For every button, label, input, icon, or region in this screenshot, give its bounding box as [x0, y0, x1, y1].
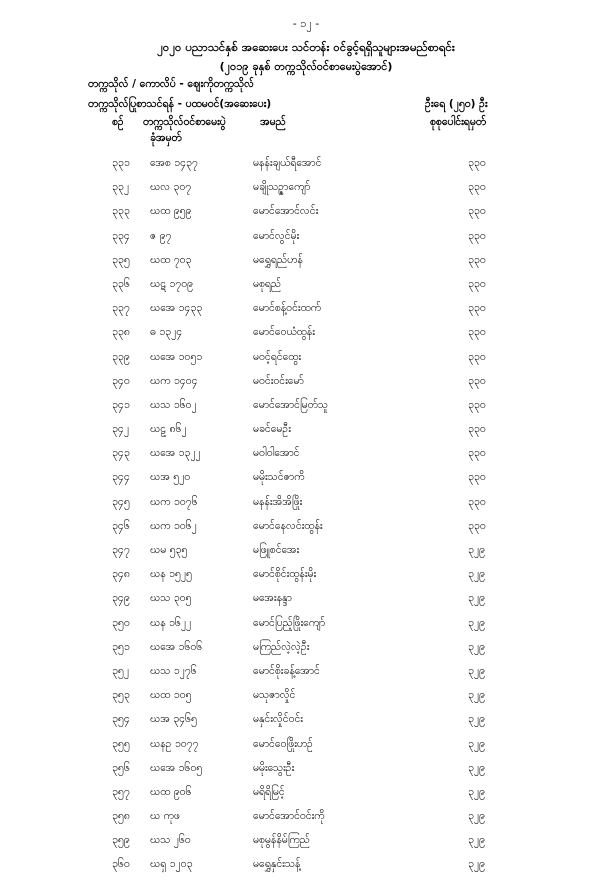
row-roll-number: ဃအေ ၁၄၃၃	[150, 302, 203, 315]
count-line: ဦးရေ (၂၅၀) ဦး	[425, 98, 488, 110]
table-row	[0, 399, 612, 423]
row-roll-number: ဃအေ ၁၀၅၁	[150, 350, 203, 363]
row-serial: ၃၄၇	[112, 544, 130, 556]
row-serial: ၃၅၁	[112, 640, 130, 653]
document-subtitle: (၂၀၁၉ ခုနှစ် တက္ကသိုလ်ဝင်စာမေးပွဲအောင်)	[219, 60, 393, 73]
row-serial: ၃၃၇	[112, 302, 130, 315]
row-serial: ၃၄၁	[112, 398, 130, 411]
table-row	[0, 568, 612, 592]
table-row	[0, 544, 612, 568]
row-marks: ၃၂၉	[468, 616, 485, 629]
row-name: မောင်စန့်ဝင်းထက်	[253, 302, 321, 315]
row-serial: ၃၄၆	[112, 519, 130, 532]
row-name: မနန်းချယ်ရီအောင်	[253, 157, 322, 169]
row-roll-number: ဃဠ ၈၆၂	[150, 423, 187, 436]
row-name: မောင်ဝေယံထွန်း	[253, 326, 315, 339]
subject-line: တက္ကသိုလ်ပြုစာသင်ရန် - ပထမဝင်(အဆေးပေး)	[88, 98, 272, 110]
table-row	[0, 157, 612, 181]
row-name: မရွှေနှင်းသန့်	[253, 858, 301, 871]
row-marks: ၃၂၉	[468, 568, 485, 581]
row-serial: ၃၄၀	[112, 374, 130, 387]
row-roll-number: ဃန ၁၅၂၅	[150, 568, 192, 581]
row-name: မရိရိမြင့်	[253, 785, 285, 798]
row-marks: ၃၃၀	[468, 205, 486, 218]
table-row	[0, 254, 612, 278]
table-row	[0, 520, 612, 544]
table-row	[0, 762, 612, 786]
row-name: မအေးနန္ဒာ	[253, 592, 292, 605]
row-serial: ၃၄၈	[112, 568, 130, 581]
row-serial: ၃၃၁	[112, 157, 130, 169]
row-serial: ၃၄၂	[112, 423, 129, 436]
row-marks: ၃၂၉	[468, 544, 485, 556]
header-roll-number: ခုံအမှတ်	[150, 132, 182, 144]
row-roll-number: အေစ ၁၄၃၇	[150, 157, 198, 169]
row-name: မောင်အောင်လင်း	[253, 205, 319, 218]
table-row	[0, 617, 612, 641]
row-roll-number: ဃနဥ ၁၀၇၇	[150, 737, 199, 750]
row-marks: ၃၃၀	[468, 519, 486, 532]
row-roll-number: ဃဋ ၁၇၀၉	[150, 277, 194, 290]
table-row	[0, 786, 612, 810]
row-roll-number: ဃအ ၅၂၀	[150, 471, 191, 484]
table-row	[0, 738, 612, 762]
row-name: မနန်းအိအိဖြိုး	[253, 495, 303, 508]
row-name: မစုရည်	[253, 277, 282, 290]
row-marks: ၃၃၀	[468, 277, 486, 290]
row-roll-number: ဃထ ၉၅၉	[150, 205, 192, 218]
row-serial: ၃၄၄	[112, 471, 130, 484]
row-serial: ၃၄၃	[112, 447, 130, 460]
row-roll-number: ဃသ ၂၆၀	[150, 834, 191, 847]
row-name: မရွှေရည်ဟန်	[253, 253, 303, 266]
row-marks: ၃၂၉	[468, 761, 485, 774]
row-roll-number: ဃသ ၁၆၀၂	[150, 398, 197, 411]
table-row	[0, 834, 612, 858]
page-number: - ၁၂ -	[292, 17, 320, 30]
row-marks: ၃၃၀	[468, 157, 486, 169]
row-roll-number: ဃသ ၁၂၇၆	[150, 664, 197, 677]
row-serial: ၃၅၉	[112, 834, 130, 847]
row-marks: ၃၃၀	[468, 495, 486, 508]
row-name: မဝင်းဝင်းမော်	[253, 374, 304, 387]
university-line: တက္ကသိုလ် / ကောလိပ် - ဈေးကိုတက္ကသိုလ်	[88, 78, 254, 90]
row-serial: ၃၅၃	[112, 689, 130, 702]
row-name: မချိုသဉ္ဇာကျော်	[253, 181, 311, 194]
row-serial: ၃၅၂	[112, 664, 129, 677]
row-marks: ၃၂၉	[468, 737, 485, 750]
row-roll-number: ဃ ကုဖ	[150, 810, 180, 823]
row-marks: ၃၂၉	[468, 810, 485, 823]
row-serial: ၃၅၇	[112, 785, 130, 798]
document-title: ၂၀၂၀ ပညာသင်နှစ် အဆေးပေး သင်တန်း ဝင်ခွင့်ရရှိသူများအမည်စာရင်း	[157, 40, 455, 54]
header-name: အမည်	[260, 116, 286, 128]
table-row	[0, 181, 612, 205]
row-marks: ၃၃၀	[468, 326, 486, 339]
row-marks: ၃၃၀	[468, 253, 486, 266]
row-name: မောင်အောင်မြတ်သူ	[253, 398, 329, 411]
row-marks: ၃၂၉	[468, 858, 485, 871]
header-serial: စဉ်	[112, 116, 124, 128]
row-serial: ၃၃၄	[112, 229, 130, 242]
row-marks: ၃၂၉	[468, 640, 485, 653]
row-marks: ၃၃၀	[468, 447, 486, 460]
header-roll: တက္ကသိုလ်ဝင်စာမေးပွဲ	[143, 116, 226, 128]
row-serial: ၃၃၅	[112, 253, 130, 266]
row-roll-number: ဃအ ၃၄၆၅	[150, 713, 197, 726]
row-name: မသုဇာလှိုင်	[253, 689, 296, 702]
table-row	[0, 665, 612, 689]
row-marks: ၃၃၀	[468, 350, 486, 363]
row-roll-number: ဇ ၉၇	[150, 229, 172, 242]
row-name: မောင်ဝေဖြိုးဟဉ်	[253, 737, 313, 750]
row-name: မဝါဝါအောင်	[253, 447, 300, 460]
row-name: မဝင့်ရင်ထွေး	[253, 350, 302, 363]
header-marks: စုစုပေါင်းရမှတ်	[430, 116, 487, 128]
row-name: မောင်အောင်ဝင်းကို	[253, 810, 325, 823]
row-name: မမိုးသွေးဦး	[253, 761, 295, 774]
row-name: မဖြူစင်အေး	[253, 544, 300, 556]
row-roll-number: ဃထ ၁၀၅	[150, 689, 192, 702]
row-name: မနှင်းလှိုင်ဝင်း	[253, 713, 303, 726]
row-marks: ၃၂၉	[468, 689, 485, 702]
table-row	[0, 205, 612, 229]
table-row	[0, 641, 612, 665]
row-serial: ၃၄၅	[112, 495, 130, 508]
row-serial: ၃၄၉	[112, 592, 130, 605]
row-serial: ၃၅၄	[112, 713, 130, 726]
row-roll-number: ဃန ၁၆၂၂	[150, 616, 192, 629]
row-serial: ၃၃၃	[112, 205, 130, 218]
table-row	[0, 302, 612, 326]
row-marks: ၃၃၀	[468, 398, 486, 411]
row-roll-number: ဃသ ၃၀၅	[150, 592, 192, 605]
row-marks: ၃၂၉	[468, 713, 485, 726]
table-row	[0, 496, 612, 520]
row-serial: ၃၅၅	[112, 737, 130, 750]
row-marks: ၃၂၉	[468, 592, 485, 605]
table-row	[0, 810, 612, 834]
row-marks: ၃၂၉	[468, 785, 485, 798]
row-serial: ၃၃၆	[112, 277, 130, 290]
row-marks: ၃၃၀	[468, 423, 486, 436]
row-roll-number: ဃလ ၃၀၇	[150, 181, 192, 194]
row-serial: ၃၆၀	[112, 858, 130, 871]
table-row	[0, 858, 612, 882]
table-row	[0, 230, 612, 254]
row-roll-number: ဃက ၁၀၇၆	[150, 495, 198, 508]
table-row	[0, 471, 612, 495]
row-roll-number: ဃရှ ၁၂၀၃	[150, 858, 193, 871]
table-row	[0, 592, 612, 616]
row-roll-number: ဓ ၁၃၂၄	[150, 326, 183, 339]
row-name: မောင်နေလင်းထွန်း	[253, 519, 323, 532]
row-name: မောင်ပြည့်ဖြိုးကျော်	[253, 616, 326, 629]
table-row	[0, 689, 612, 713]
row-marks: ၃၂၉	[468, 834, 485, 847]
row-roll-number: ဃအေ ၁၆၀၆	[150, 640, 203, 653]
table-row	[0, 326, 612, 350]
row-serial: ၃၅၆	[112, 761, 130, 774]
row-name: မောင်လွင်မိုး	[253, 229, 300, 242]
row-marks: ၃၃၀	[468, 181, 486, 194]
row-serial: ၃၃၂	[112, 181, 129, 194]
row-serial: ၃၃၈	[112, 326, 130, 339]
table-row	[0, 423, 612, 447]
row-serial: ၃၅၀	[112, 616, 130, 629]
row-roll-number: ဃထ ၇၀၃	[150, 253, 192, 266]
row-serial: ၃၃၉	[112, 350, 130, 363]
row-roll-number: ဃမ ၅၃၅	[150, 544, 188, 556]
row-name: မမိုးသင်ဇာကိ	[253, 471, 305, 484]
row-roll-number: ဃထ ၉၀၆	[150, 785, 192, 798]
row-roll-number: ဃက ၁၀၆၂	[150, 519, 197, 532]
row-marks: ၃၃၀	[468, 471, 486, 484]
table-row	[0, 278, 612, 302]
results-list	[0, 157, 612, 883]
row-roll-number: ဃက ၁၄၀၄	[150, 374, 198, 387]
row-marks: ၃၃၀	[468, 229, 486, 242]
row-roll-number: ဃအေ ၁၆၀၅	[150, 761, 203, 774]
row-marks: ၃၃၀	[468, 374, 486, 387]
row-serial: ၃၅၈	[112, 810, 130, 823]
row-marks: ၃၃၀	[468, 302, 486, 315]
row-name: မောင်စိုင်းထွန်းမိုး	[253, 568, 317, 581]
table-row	[0, 713, 612, 737]
table-row	[0, 447, 612, 471]
row-roll-number: ဃအေ ၁၃၂၂	[150, 447, 201, 460]
row-marks: ၃၂၉	[468, 664, 485, 677]
row-name: မစုမွန်နိမ်ကြည်	[253, 834, 310, 847]
table-row	[0, 351, 612, 375]
row-name: မကြည်လဲ့လဲ့ဦး	[253, 640, 310, 653]
row-name: မခင်မေဦး	[253, 423, 291, 436]
table-row	[0, 375, 612, 399]
row-name: မောင်စိုးခန့်အောင်	[253, 664, 320, 677]
